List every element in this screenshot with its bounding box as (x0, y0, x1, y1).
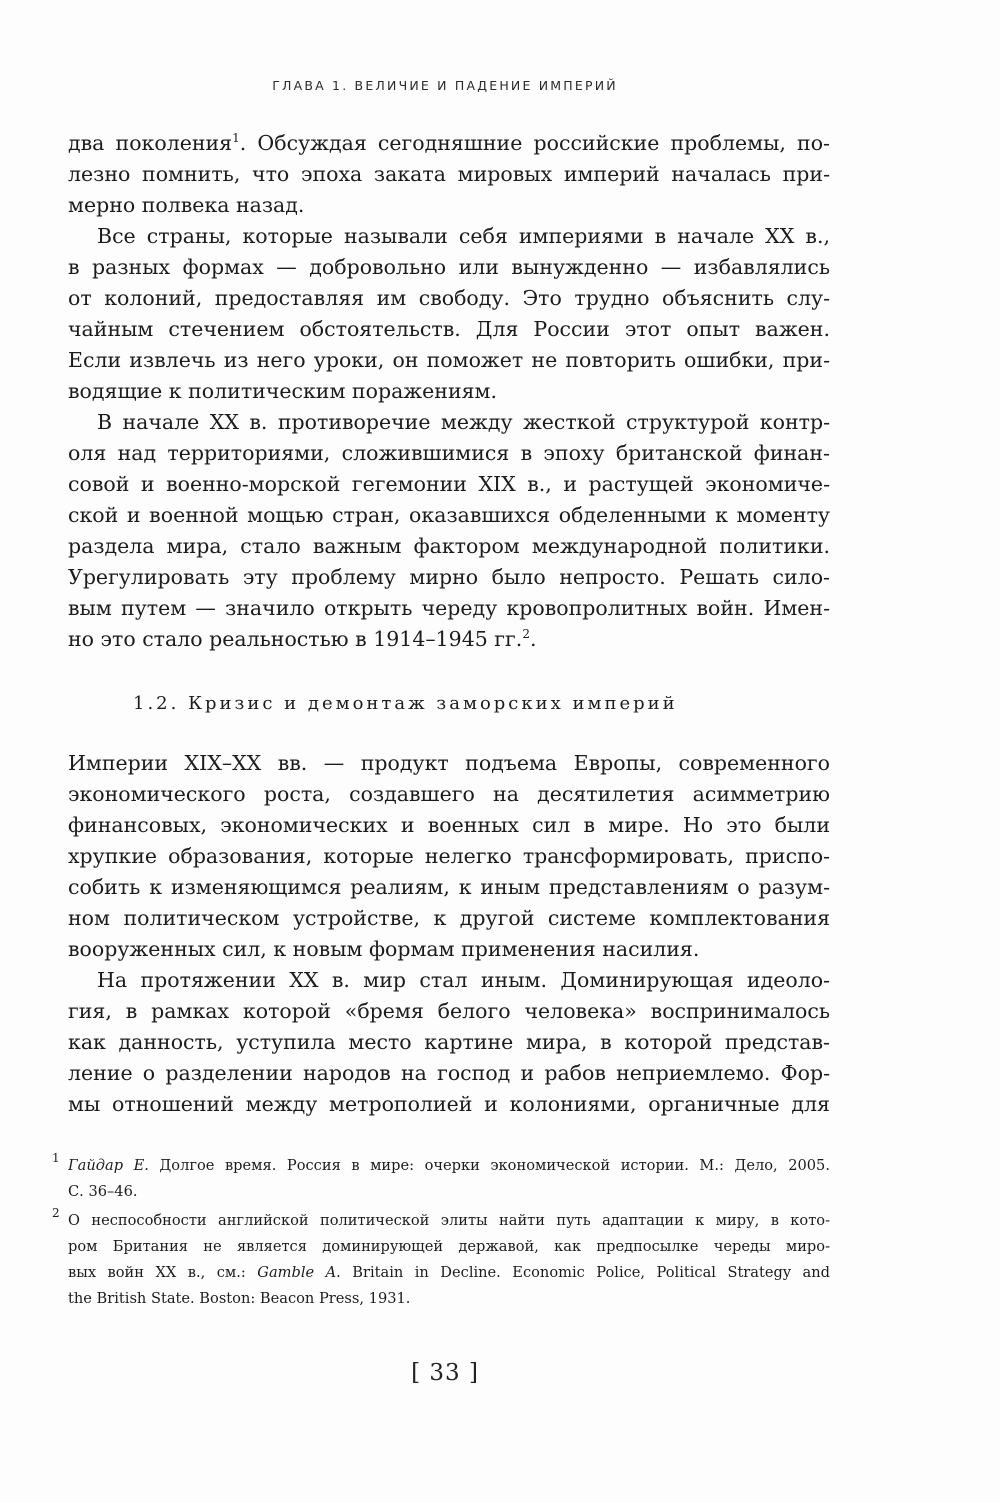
text-line: гия, в рамках которой «бремя белого человека» воспринималось (68, 999, 830, 1023)
text-line: два поколения$^1$. Обсуждая сегодняшние российские проблемы, по- (68, 131, 830, 155)
text-line: от колоний, предоставляя им свободу. Это трудно объяснить слу- (68, 286, 830, 310)
text-line: Урегулировать эту проблему мирно было непросто. Решать сило- (68, 565, 830, 589)
text-line: хрупкие образования, которые нелегко трансформировать, приспо- (68, 844, 830, 868)
text-line: собить к изменяющимся реалиям, к иным представлениям о разум- (68, 875, 830, 899)
paragraph-2 (68, 221, 830, 407)
footnote-ref-2[interactable]: 2 (522, 627, 530, 641)
text-line: экономического роста, создавшего на десятилетия асимметрию (68, 782, 830, 806)
text-line: как данность, уступила место картине мира, в которой представ- (68, 1030, 830, 1054)
section-paragraph-2 (68, 965, 830, 1120)
section-heading: 1.2. Кризис и демонтаж заморских империй (133, 693, 678, 714)
paragraph-1 (68, 128, 830, 221)
footnote-mark: 1 (52, 1151, 60, 1165)
section-paragraph-1 (68, 748, 830, 965)
text-line: финансовых, экономических и военных сил в мире. Но это были (68, 813, 830, 837)
text-line: В начале XX в. противоречие между жесткой структурой контр- (97, 410, 830, 434)
footnote-line: вых войн XX в., см.: Gamble A. Britain in Decline. Economic Police, Political Strategy and (68, 1264, 830, 1281)
footnote-line: Гайдар Е. Долгое время. Россия в мире: очерки экономической истории. М.: Дело, 2005. (68, 1157, 830, 1174)
text-line: лезно помнить, что эпоха заката мировых империй началась при- (68, 162, 830, 186)
footnote-2 (52, 1206, 830, 1312)
text-line: Империи XIX–XX вв. — продукт подъема Европы, современного (68, 751, 830, 775)
text-line: раздела мира, стало важным фактором международной политики. (68, 534, 830, 558)
text-line: чайным стечением обстоятельств. Для России этот опыт важен. (68, 317, 830, 341)
text-line: ном политическом устройстве, к другой системе комплектования (68, 906, 830, 930)
page-number: [ 33 ] (411, 1360, 479, 1386)
text-line: вым путем — значило открыть череду кровопролитных войн. Имен- (68, 596, 830, 620)
text-line: ской и военной мощью стран, оказавшихся обделенными к моменту (68, 503, 830, 527)
footnote-1 (52, 1151, 830, 1205)
footnote-ref-1[interactable]: 1 (232, 131, 240, 145)
text-line: в разных формах — добровольно или вынужденно — избавлялись (68, 255, 830, 279)
text-line: совой и военно-морской гегемонии XIX в., и растущей экономиче- (68, 472, 830, 496)
text-line: мерно полвека назад. (68, 193, 305, 217)
text-line: мы отношений между метрополией и колониями, органичные для (68, 1092, 830, 1116)
text-line: но это стало реальностью в 1914–1945 гг.$^2$. (68, 627, 537, 651)
text-line: водящие к политическим поражениям. (68, 379, 497, 403)
paragraph-3 (68, 407, 830, 655)
footnote-line: ром Британия не является доминирующей державой, как предпосылке череды миро- (68, 1238, 830, 1255)
running-head: ГЛАВА 1. ВЕЛИЧИЕ И ПАДЕНИЕ ИМПЕРИЙ (272, 78, 618, 93)
text-line: оля над территориями, сложившимися в эпоху британской финан- (68, 441, 830, 465)
footnote-line: the British State. Boston: Beacon Press, 1931. (68, 1290, 411, 1307)
text-line: Все страны, которые называли себя империями в начале XX в., (97, 224, 830, 248)
footnote-mark: 2 (52, 1206, 60, 1220)
text-line: ление о разделении народов на господ и рабов неприемлемо. Фор- (68, 1061, 830, 1085)
footnote-line: О неспособности английской политической элиты найти путь адаптации к миру, в кото- (68, 1212, 830, 1229)
footnote-line: С. 36–46. (68, 1183, 138, 1200)
text-line: Если извлечь из него уроки, он поможет не повторить ошибки, при- (68, 348, 830, 372)
text-line: вооруженных сил, к новым формам применения насилия. (68, 937, 700, 961)
text-line: На протяжении XX в. мир стал иным. Доминирующая идеоло- (97, 968, 830, 992)
